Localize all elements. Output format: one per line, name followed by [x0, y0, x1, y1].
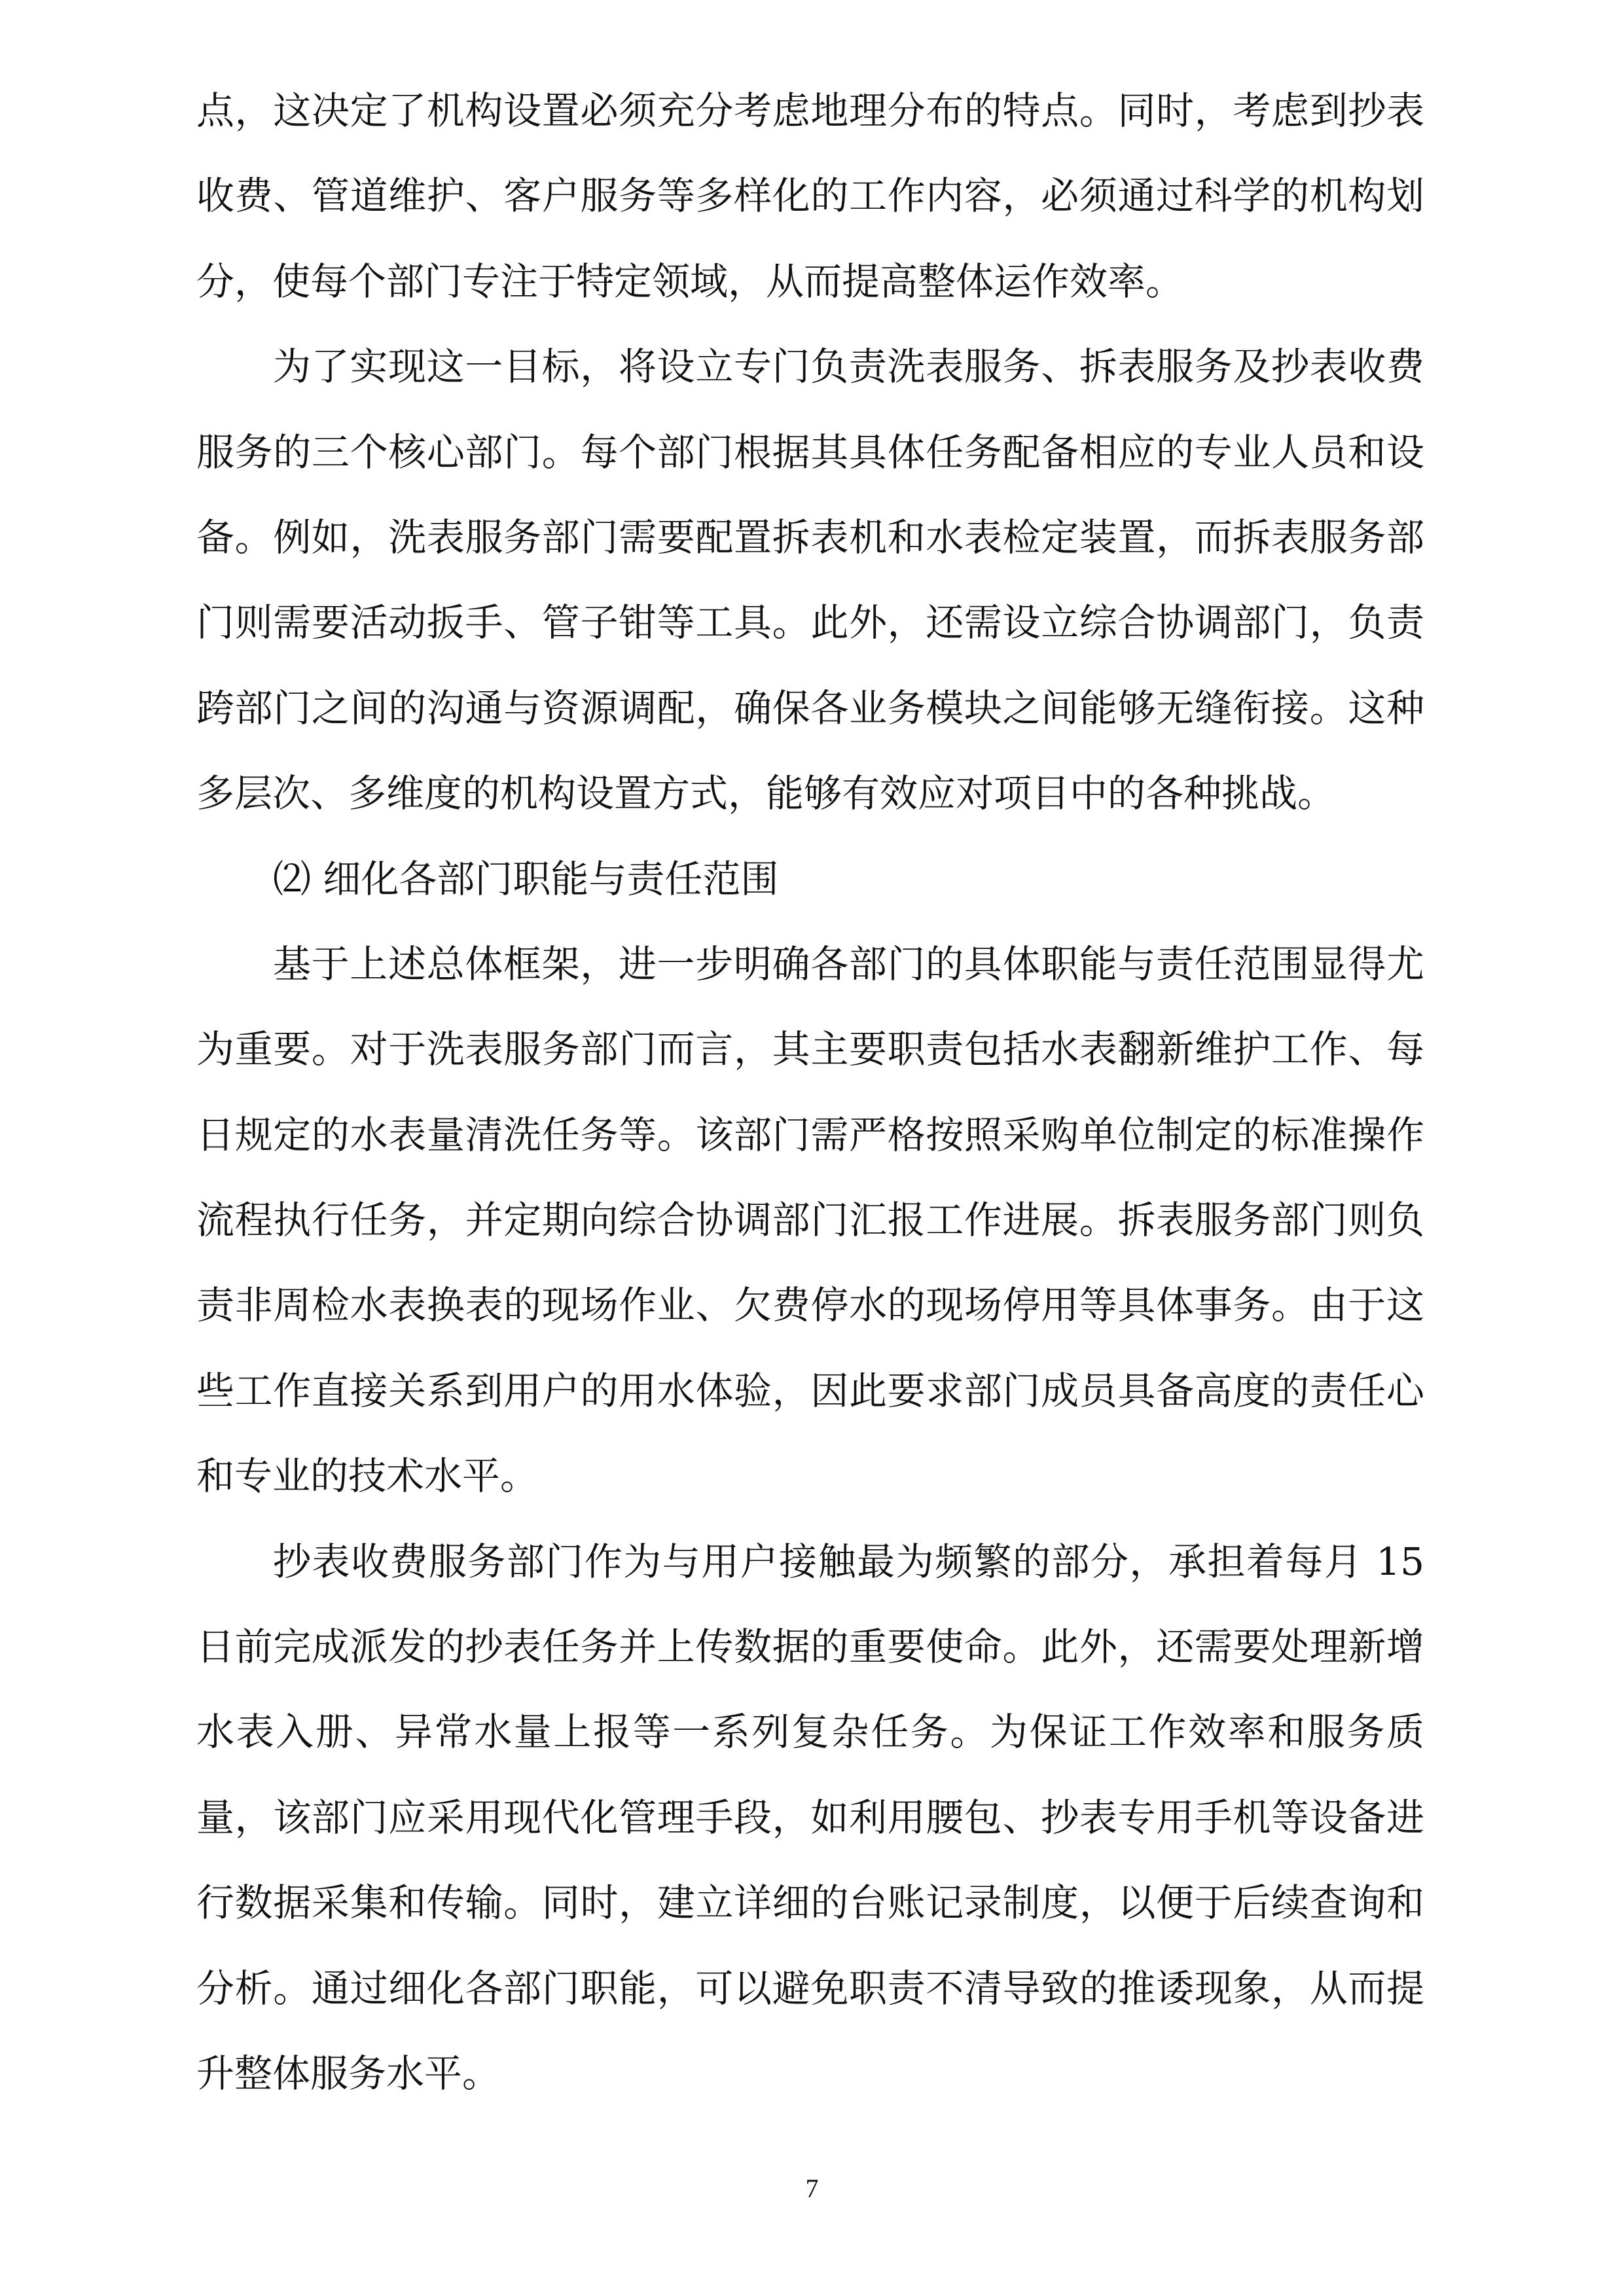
- text-line: 服务的三个核心部门。每个部门根据其具体任务配备相应的专业人员和设: [196, 429, 1424, 475]
- text-line: ⑵ 细化各部门职能与责任范围: [273, 856, 779, 901]
- paragraph: [196, 922, 1424, 1519]
- paragraph: [196, 324, 1424, 836]
- text-line: 收费、管道维护、客户服务等多样化的工作内容，必须通过科学的机构划: [196, 173, 1424, 219]
- text-line: 升整体服务水平。: [196, 2051, 501, 2096]
- text-line: 基于上述总体框架，进一步明确各部门的具体职能与责任范围显得尤: [273, 941, 1424, 986]
- text-line: 为重要。对于洗表服务部门而言，其主要职责包括水表翻新维护工作、每: [196, 1027, 1424, 1072]
- paragraph: [196, 68, 1424, 324]
- text-line: 些工作直接关系到用户的用水体验，因此要求部门成员具备高度的责任心: [196, 1368, 1424, 1413]
- section-heading: [196, 836, 1424, 922]
- document-body: [196, 68, 1424, 2116]
- text-line: 为了实现这一目标，将设立专门负责洗表服务、拆表服务及抄表收费: [273, 344, 1424, 389]
- text-line: 点，这决定了机构设置必须充分考虑地理分布的特点。同时，考虑到抄表: [196, 88, 1424, 133]
- text-line: 门则需要活动扳手、管子钳等工具。此外，还需设立综合协调部门，负责: [196, 600, 1424, 645]
- text-line: 行数据采集和传输。同时，建立详细的台账记录制度，以便于后续查询和: [196, 1880, 1424, 1926]
- page-number: 7: [805, 2174, 819, 2203]
- text-line: 备。例如，洗表服务部门需要配置拆表机和水表检定装置，而拆表服务部: [196, 514, 1424, 560]
- paragraph: [196, 1519, 1424, 2117]
- text-line: 分析。通过细化各部门职能，可以避免职责不清导致的推诿现象，从而提: [196, 1965, 1424, 2011]
- text-line: 水表入册、异常水量上报等一系列复杂任务。为保证工作效率和服务质: [196, 1710, 1424, 1755]
- text-line: 责非周检水表换表的现场作业、欠费停水的现场停用等具体事务。由于这: [196, 1283, 1424, 1328]
- text-line: 多层次、多维度的机构设置方式，能够有效应对项目中的各种挑战。: [196, 771, 1336, 816]
- text-line: 量，该部门应采用现代化管理手段，如利用腰包、抄表专用手机等设备进: [196, 1795, 1424, 1840]
- text-line: 流程执行任务，并定期向综合协调部门汇报工作进展。拆表服务部门则负: [196, 1198, 1424, 1243]
- text-line: 日前完成派发的抄表任务并上传数据的重要使命。此外，还需要处理新增: [196, 1624, 1424, 1670]
- text-line: 和专业的技术水平。: [196, 1454, 539, 1499]
- text-line: 跨部门之间的沟通与资源调配，确保各业务模块之间能够无缝衔接。这种: [196, 685, 1424, 730]
- text-line: 分，使每个部门专注于特定领域，从而提高整体运作效率。: [196, 259, 1184, 304]
- text-line: 日规定的水表量清洗任务等。该部门需严格按照采购单位制定的标准操作: [196, 1112, 1424, 1157]
- text-line: 抄表收费服务部门作为与用户接触最为频繁的部分，承担着每月 15: [273, 1539, 1424, 1584]
